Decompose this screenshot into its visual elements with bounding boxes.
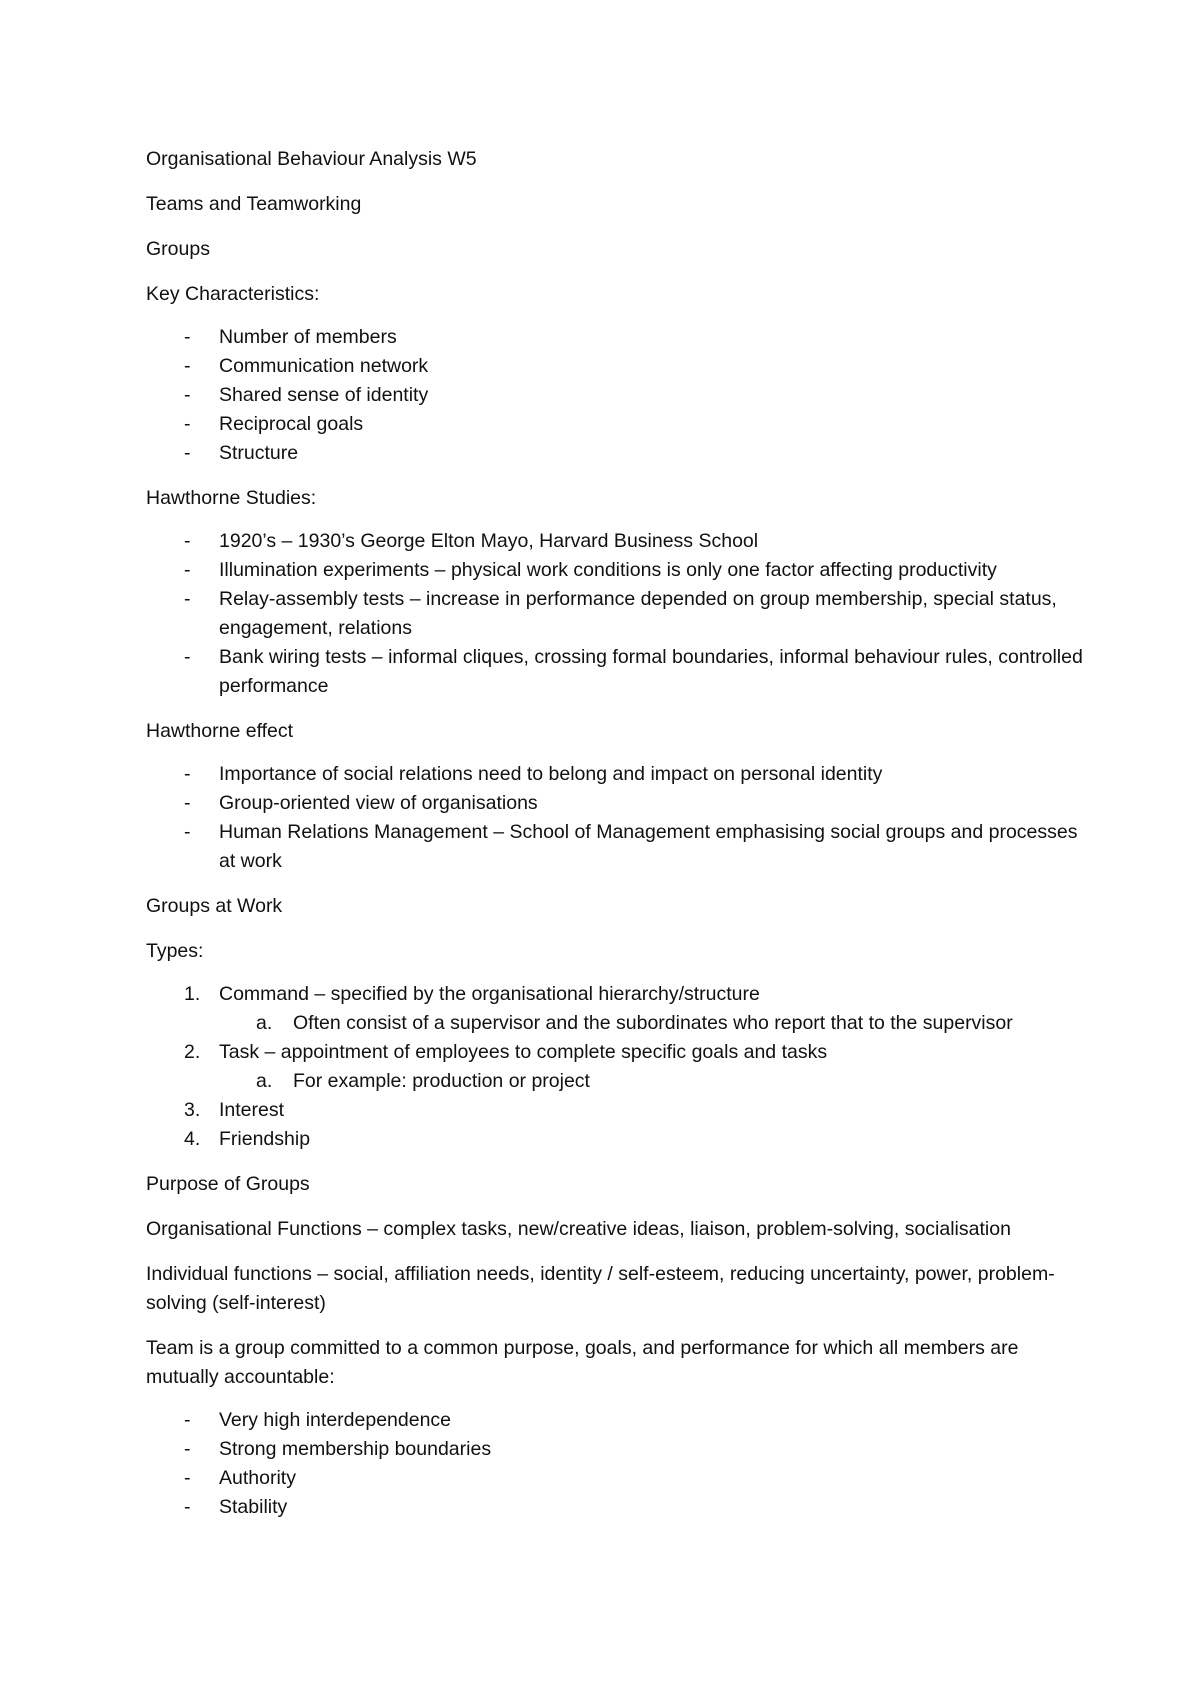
types-list <box>146 980 1086 1154</box>
document-title: Organisational Behaviour Analysis W5 <box>146 148 477 170</box>
list-number: 4. <box>184 1128 201 1150</box>
list-number: 1. <box>184 983 201 1005</box>
list-item: - Group-oriented view of organisations <box>146 789 1086 818</box>
list-item: - Stability <box>146 1493 1086 1522</box>
list-item: - Very high interdependence <box>146 1406 1086 1435</box>
list-letter: a. <box>256 1012 273 1034</box>
list-item <box>146 1125 1086 1154</box>
purpose-heading: Purpose of Groups <box>146 1173 310 1195</box>
hawthorne-studies-heading: Hawthorne Studies: <box>146 487 317 509</box>
list-number: 2. <box>184 1041 201 1063</box>
list-item: - Illumination experiments – physical work conditions is only one factor affecting productivity <box>146 556 1086 585</box>
list-item: - Bank wiring tests – informal cliques, crossing formal boundaries, informal behaviour rules, controlled performance <box>146 643 1086 701</box>
team-characteristics-list <box>146 1406 1086 1522</box>
key-characteristics-list <box>146 323 1086 468</box>
list-item-text: Command – specified by the organisational hierarchy/structure <box>219 983 760 1005</box>
list-item: - Relay-assembly tests – increase in performance depended on group membership, special status, engagement, relations <box>146 585 1086 643</box>
document-subtitle: Teams and Teamworking <box>146 193 362 215</box>
list-item: - Communication network <box>146 352 1086 381</box>
list-item-text: Friendship <box>219 1128 311 1150</box>
list-item: - Number of members <box>146 323 1086 352</box>
types-heading: Types: <box>146 940 204 962</box>
sub-list <box>219 1067 1086 1096</box>
hawthorne-effect-heading: Hawthorne effect <box>146 720 294 742</box>
list-item <box>146 1038 1086 1096</box>
list-item: - Reciprocal goals <box>146 410 1086 439</box>
sub-list-item <box>146 1067 1086 1096</box>
groups-heading: Groups <box>146 238 210 260</box>
list-item: - Structure <box>146 439 1086 468</box>
sub-list-item <box>146 1009 1086 1038</box>
sub-list <box>219 1009 1086 1038</box>
list-item: - Authority <box>146 1464 1086 1493</box>
team-definition-paragraph: Team is a group committed to a common purpose, goals, and performance for which all members are mutually accountable: <box>146 1337 1019 1388</box>
list-item-text: Interest <box>219 1099 285 1121</box>
individual-functions-paragraph: Individual functions – social, affiliation needs, identity / self-esteem, reducing uncertainty, power, problem-solving (self-interest) <box>146 1263 1055 1314</box>
sub-list-item-text: For example: production or project <box>293 1070 590 1092</box>
list-item: - Importance of social relations need to belong and impact on personal identity <box>146 760 1086 789</box>
list-item: - 1920’s – 1930’s George Elton Mayo, Harvard Business School <box>146 527 1086 556</box>
list-item <box>146 1096 1086 1125</box>
list-item: - Shared sense of identity <box>146 381 1086 410</box>
list-item-text: Task – appointment of employees to complete specific goals and tasks <box>219 1041 828 1063</box>
list-item <box>146 980 1086 1038</box>
hawthorne-effect-list <box>146 760 1086 876</box>
sub-list-item-text: Often consist of a supervisor and the subordinates who report that to the supervisor <box>293 1012 1013 1034</box>
hawthorne-studies-list <box>146 527 1086 701</box>
list-item: - Human Relations Management – School of Management emphasising social groups and processes at work <box>146 818 1086 876</box>
key-characteristics-heading: Key Characteristics: <box>146 283 320 305</box>
organisational-functions-paragraph: Organisational Functions – complex tasks, new/creative ideas, liaison, problem-solving, socialisation <box>146 1218 1011 1240</box>
list-letter: a. <box>256 1070 273 1092</box>
list-item: - Strong membership boundaries <box>146 1435 1086 1464</box>
document-body <box>146 145 1086 1538</box>
list-number: 3. <box>184 1099 201 1121</box>
groups-at-work-heading: Groups at Work <box>146 895 283 917</box>
